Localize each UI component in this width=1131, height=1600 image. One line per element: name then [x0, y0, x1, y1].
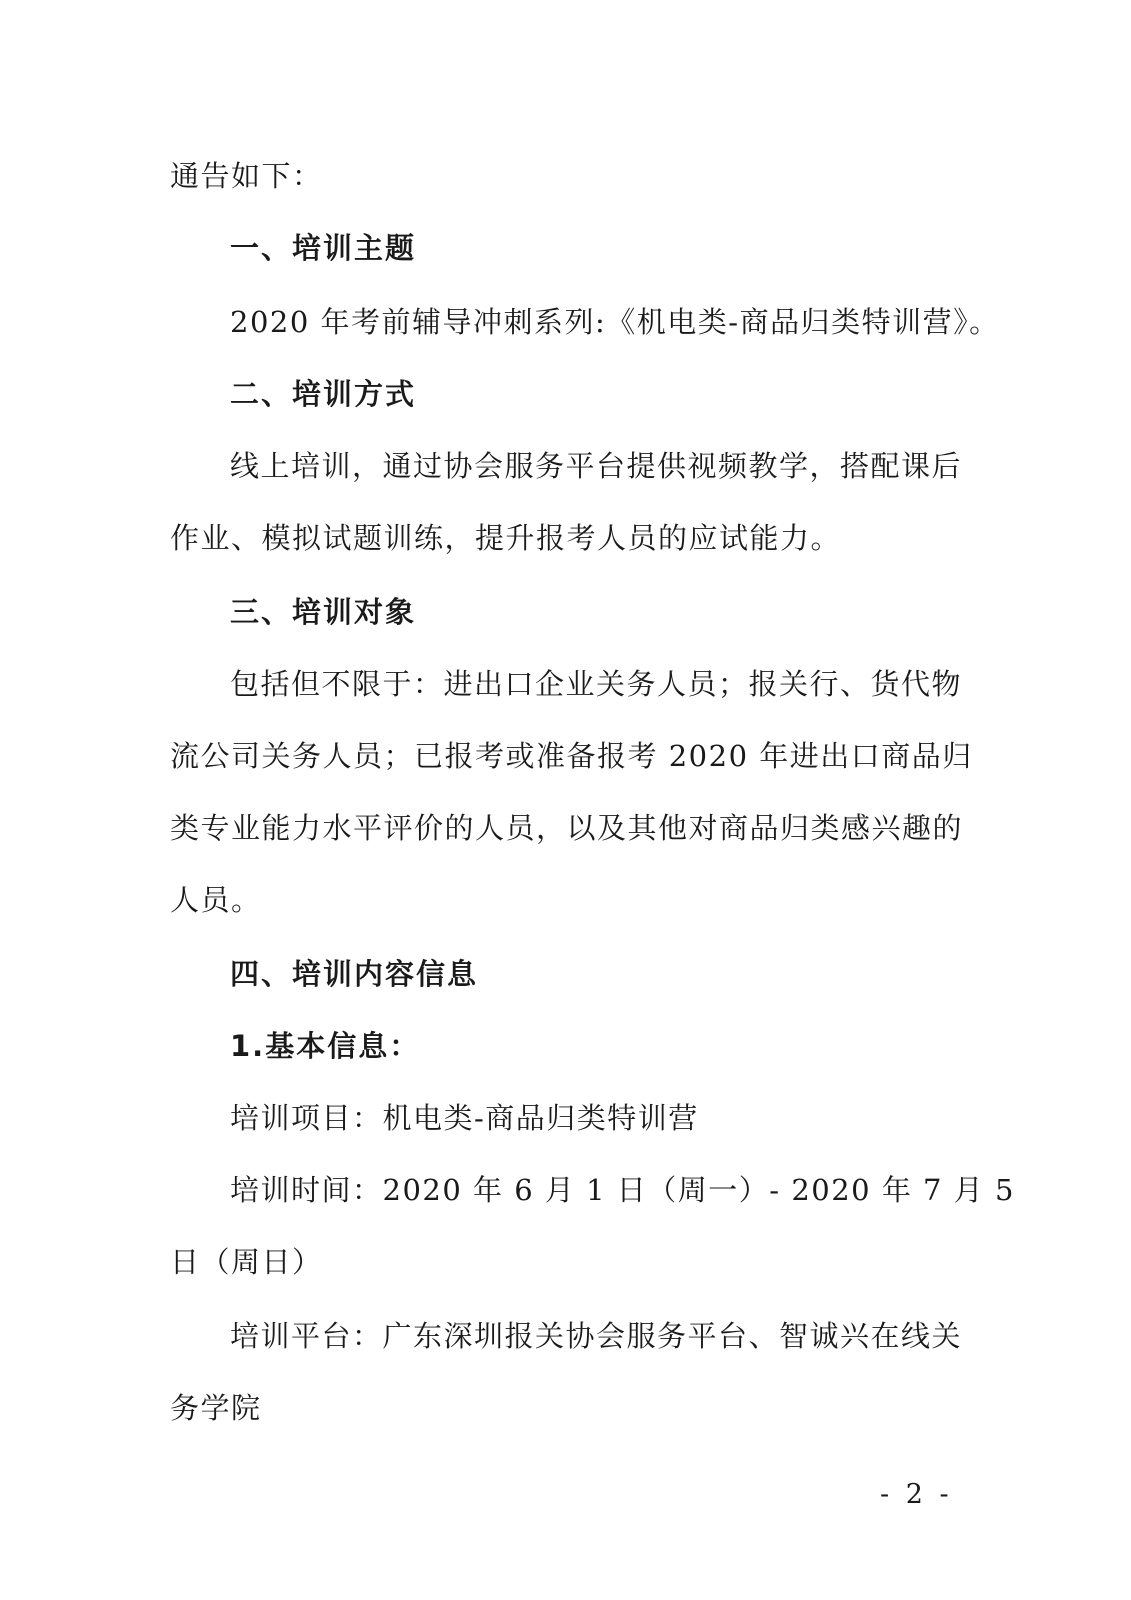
info-project: 培训项目：机电类-商品归类特训营 — [230, 1101, 699, 1135]
subheading-basic-info: 1.基本信息： — [230, 1029, 421, 1063]
section-heading-topic: 一、培训主题 — [230, 231, 417, 265]
paragraph-audience-line-1: 包括但不限于：进出口企业关务人员；报关行、货代物 — [230, 667, 963, 701]
paragraph-method-line-2: 作业、模拟试题训练，提升报考人员的应试能力。 — [170, 521, 842, 555]
intro-line: 通告如下： — [170, 159, 323, 193]
section-heading-audience: 三、培训对象 — [230, 595, 417, 629]
paragraph-audience-line-2: 流公司关务人员；已报考或准备报考 2020 年进出口商品归 — [170, 739, 973, 773]
info-time-line-2: 日（周日） — [170, 1245, 323, 1279]
info-platform-line-1: 培训平台：广东深圳报关协会服务平台、智诚兴在线关 — [230, 1319, 963, 1353]
paragraph-audience-line-3: 类专业能力水平评价的人员，以及其他对商品归类感兴趣的 — [170, 811, 964, 845]
info-platform-line-2: 务学院 — [170, 1391, 262, 1425]
section-heading-method: 二、培训方式 — [230, 377, 417, 411]
paragraph-topic: 2020 年考前辅导冲刺系列:《机电类-商品归类特训营》。 — [230, 305, 1000, 339]
paragraph-audience-line-4: 人员。 — [170, 883, 262, 917]
info-time-line-1: 培训时间：2020 年 6 月 1 日（周一）- 2020 年 7 月 5 — [230, 1173, 1015, 1207]
section-heading-content: 四、培训内容信息 — [230, 957, 479, 991]
page-number: - 2 - — [880, 1479, 953, 1510]
paragraph-method-line-1: 线上培训，通过协会服务平台提供视频教学，搭配课后 — [230, 449, 963, 483]
